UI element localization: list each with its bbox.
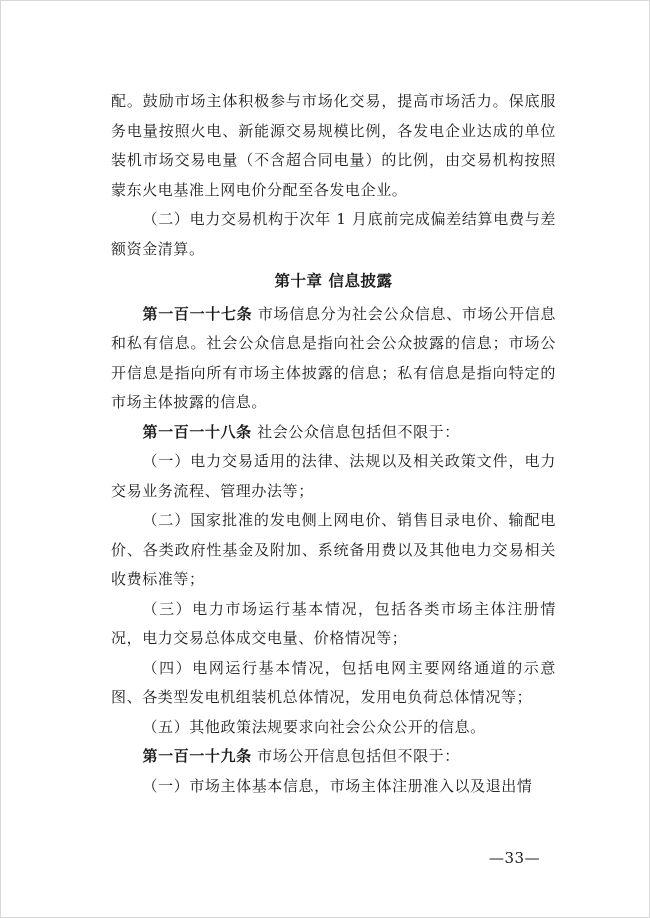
page-number: —33—	[489, 849, 541, 867]
article-118-item-1: （一）电力交易适用的法律、法规以及相关政策文件，电力交易业务流程、管理办法等；	[111, 452, 556, 500]
article-118	[111, 418, 556, 448]
paragraph-settlement-deadline: （二）电力交易机构于次年 1 月底前完成偏差结算电费与差额资金清算。	[111, 210, 556, 258]
article-118-item-4: （四）电网运行基本情况，包括电网主要网络通道的示意图、各类型发电机组装机总体情况，发用电负荷总体情况等；	[111, 658, 556, 706]
paragraph-continuation: 配。鼓励市场主体积极参与市场化交易，提高市场活力。保底服务电量按照火电、新能源交易规模比例，各发电企业达成的单位装机市场交易电量（不含超合同电量）的比例，由交易机构按照蒙东火电基准上网电价分配至各发电企业。	[111, 92, 556, 199]
chapter-heading: 第十章 信息披露	[274, 272, 393, 290]
page-body	[111, 87, 556, 801]
article-119	[111, 742, 556, 772]
article-117-text: 市场信息分为社会公众信息、市场公开信息和私有信息。社会公众信息是指向社会公众披露的信息；市场公开信息是指向所有市场主体披露的信息；私有信息是指向特定的市场主体披露的信息。	[111, 304, 556, 411]
article-117	[111, 300, 556, 418]
article-118-item-3: （三）电力市场运行基本情况，包括各类市场主体注册情况，电力交易总体成交电量、价格情况等；	[111, 599, 556, 647]
article-118-item-5: （五）其他政策法规要求向社会公众公开的信息。	[142, 717, 486, 736]
article-119-number: 第一百一十九条	[142, 747, 252, 765]
article-119-text: 市场公开信息包括但不限于：	[251, 747, 460, 765]
article-118-number: 第一百一十八条	[142, 422, 252, 441]
article-119-item-1: （一）市场主体基本信息，市场主体注册准入以及退出情	[142, 776, 533, 795]
article-118-item-2: （二）国家批准的发电侧上网电价、销售目录电价、输配电价、各类政府性基金及附加、系统备用费以及其他电力交易相关收费标准等；	[111, 511, 556, 588]
article-117-number: 第一百一十七条	[142, 304, 253, 323]
article-118-text: 社会公众信息包括但不限于：	[251, 422, 460, 441]
